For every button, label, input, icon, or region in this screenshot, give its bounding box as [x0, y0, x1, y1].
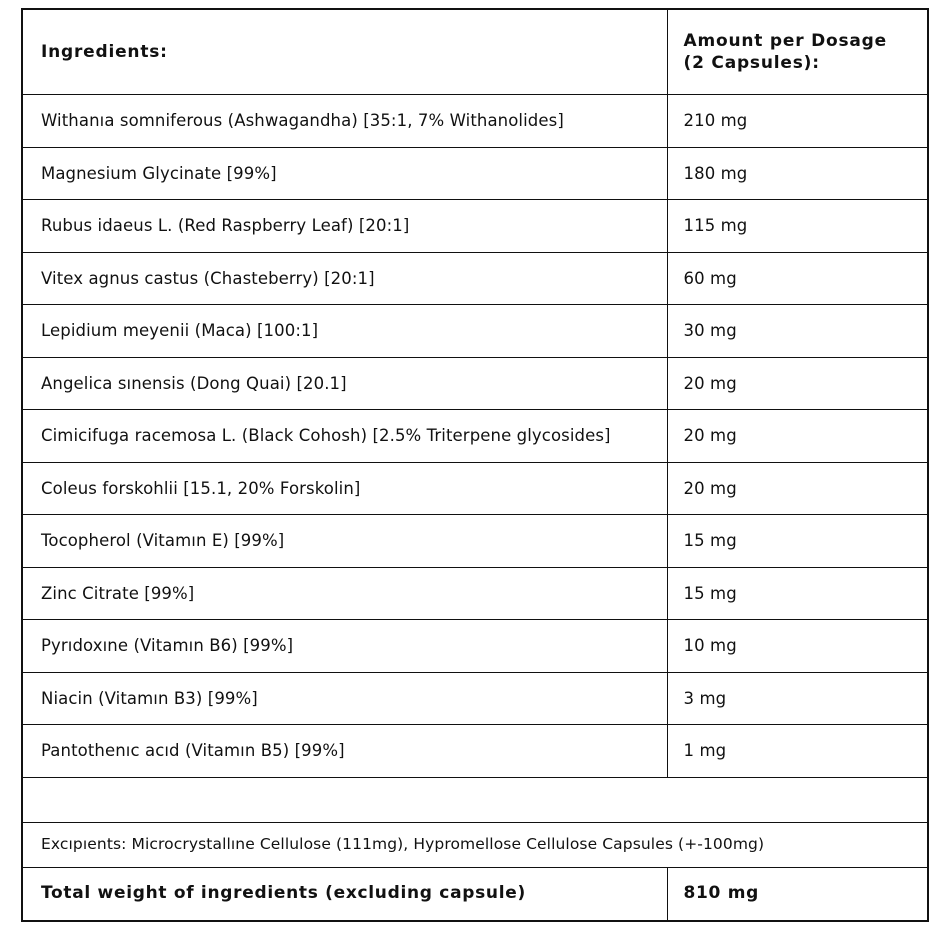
- ingredient-amount-cell: [667, 95, 928, 148]
- ingredient-name-cell: [22, 357, 667, 410]
- spacer-cell: [22, 777, 928, 822]
- ingredient-amount-cell: [667, 200, 928, 253]
- table-row: [22, 305, 928, 358]
- spacer-row: [22, 777, 928, 822]
- ingredient-amount: 20 mg: [683, 373, 737, 393]
- table-row: [22, 410, 928, 463]
- excipients-text: Excıpıents: Microcrystallıne Cellulose (111mg), Hypromellose Cellulose Capsules (+-100mg): [41, 835, 765, 854]
- total-label: Total weight of ingredients (excluding capsule): [41, 883, 526, 904]
- ingredient-name: Lepidium meyenii (Maca) [100:1]: [41, 321, 319, 341]
- spacer-text: [23, 790, 927, 810]
- ingredient-name: Cimicifuga racemosa L. (Black Cohosh) [2.5% Triterpene glycosides]: [41, 426, 611, 446]
- ingredient-name: Angelica sınensis (Dong Quai) [20.1]: [41, 373, 347, 393]
- header-amount-line1: Amount per Dosage: [683, 30, 887, 51]
- ingredient-name-cell: [22, 305, 667, 358]
- excipients-cell: [22, 822, 928, 867]
- table-header-row: [22, 9, 928, 95]
- ingredient-amount-cell: [667, 252, 928, 305]
- header-ingredients-label: Ingredients:: [41, 41, 168, 62]
- ingredient-amount-cell: [667, 515, 928, 568]
- table-row: [22, 95, 928, 148]
- ingredient-name: Tocopherol (Vitamın E) [99%]: [41, 531, 285, 551]
- ingredient-name: Rubus idaeus L. (Red Raspberry Leaf) [20:1]: [41, 216, 410, 236]
- ingredient-name-cell: [22, 147, 667, 200]
- table-row: [22, 252, 928, 305]
- ingredient-name: Vitex agnus castus (Chasteberry) [20:1]: [41, 268, 375, 288]
- ingredient-amount: 1 mg: [683, 741, 727, 761]
- ingredient-name-cell: [22, 252, 667, 305]
- ingredient-amount: 3 mg: [683, 688, 727, 708]
- ingredient-amount-cell: [667, 147, 928, 200]
- ingredient-name-cell: [22, 410, 667, 463]
- ingredient-amount: 210 mg: [683, 111, 748, 131]
- excipients-row: [22, 822, 928, 867]
- header-amount-line2: (2 Capsules):: [683, 53, 820, 73]
- ingredient-amount: 15 mg: [683, 531, 737, 551]
- ingredient-amount: 30 mg: [683, 321, 737, 341]
- total-row: [22, 867, 928, 921]
- table-row: [22, 515, 928, 568]
- ingredient-amount-cell: [667, 410, 928, 463]
- ingredients-table: [21, 8, 929, 922]
- table-row: [22, 672, 928, 725]
- table-row: [22, 620, 928, 673]
- ingredient-name-cell: [22, 567, 667, 620]
- ingredient-name: Magnesium Glycinate [99%]: [41, 163, 277, 183]
- ingredient-amount: 15 mg: [683, 583, 737, 603]
- table-row: [22, 147, 928, 200]
- ingredient-name-cell: [22, 95, 667, 148]
- ingredient-amount-cell: [667, 357, 928, 410]
- ingredient-amount-cell: [667, 725, 928, 778]
- table-row: [22, 725, 928, 778]
- ingredient-name: Pyrıdoxıne (Vitamın B6) [99%]: [41, 636, 294, 656]
- ingredient-name-cell: [22, 200, 667, 253]
- ingredient-amount: 20 mg: [683, 426, 737, 446]
- total-label-cell: [22, 867, 667, 921]
- header-ingredients-cell: [22, 9, 667, 95]
- ingredient-amount: 10 mg: [683, 636, 737, 656]
- table-row: [22, 462, 928, 515]
- ingredient-name: Coleus forskohlii [15.1, 20% Forskolin]: [41, 478, 361, 498]
- ingredient-amount-cell: [667, 620, 928, 673]
- ingredient-name-cell: [22, 620, 667, 673]
- table-row: [22, 357, 928, 410]
- ingredient-name-cell: [22, 462, 667, 515]
- ingredient-name: Zinc Citrate [99%]: [41, 583, 195, 603]
- ingredient-name: Withanıa somniferous (Ashwagandha) [35:1, 7% Withanolides]: [41, 111, 564, 131]
- table-row: [22, 567, 928, 620]
- ingredient-amount-cell: [667, 305, 928, 358]
- ingredient-amount-cell: [667, 672, 928, 725]
- ingredient-name-cell: [22, 672, 667, 725]
- ingredient-amount: 115 mg: [683, 216, 748, 236]
- ingredient-amount: 180 mg: [683, 163, 748, 183]
- ingredient-amount-cell: [667, 462, 928, 515]
- header-amount-label: [668, 16, 928, 88]
- header-amount-cell: [667, 9, 928, 95]
- ingredient-name-cell: [22, 725, 667, 778]
- ingredient-name: Pantothenıc acıd (Vitamın B5) [99%]: [41, 741, 345, 761]
- ingredient-amount: 60 mg: [683, 268, 737, 288]
- ingredient-name: Niacin (Vitamın B3) [99%]: [41, 688, 258, 708]
- total-amount-cell: [667, 867, 928, 921]
- ingredient-name-cell: [22, 515, 667, 568]
- ingredient-amount: 20 mg: [683, 478, 737, 498]
- total-amount: 810 mg: [683, 883, 759, 904]
- table-row: [22, 200, 928, 253]
- ingredient-amount-cell: [667, 567, 928, 620]
